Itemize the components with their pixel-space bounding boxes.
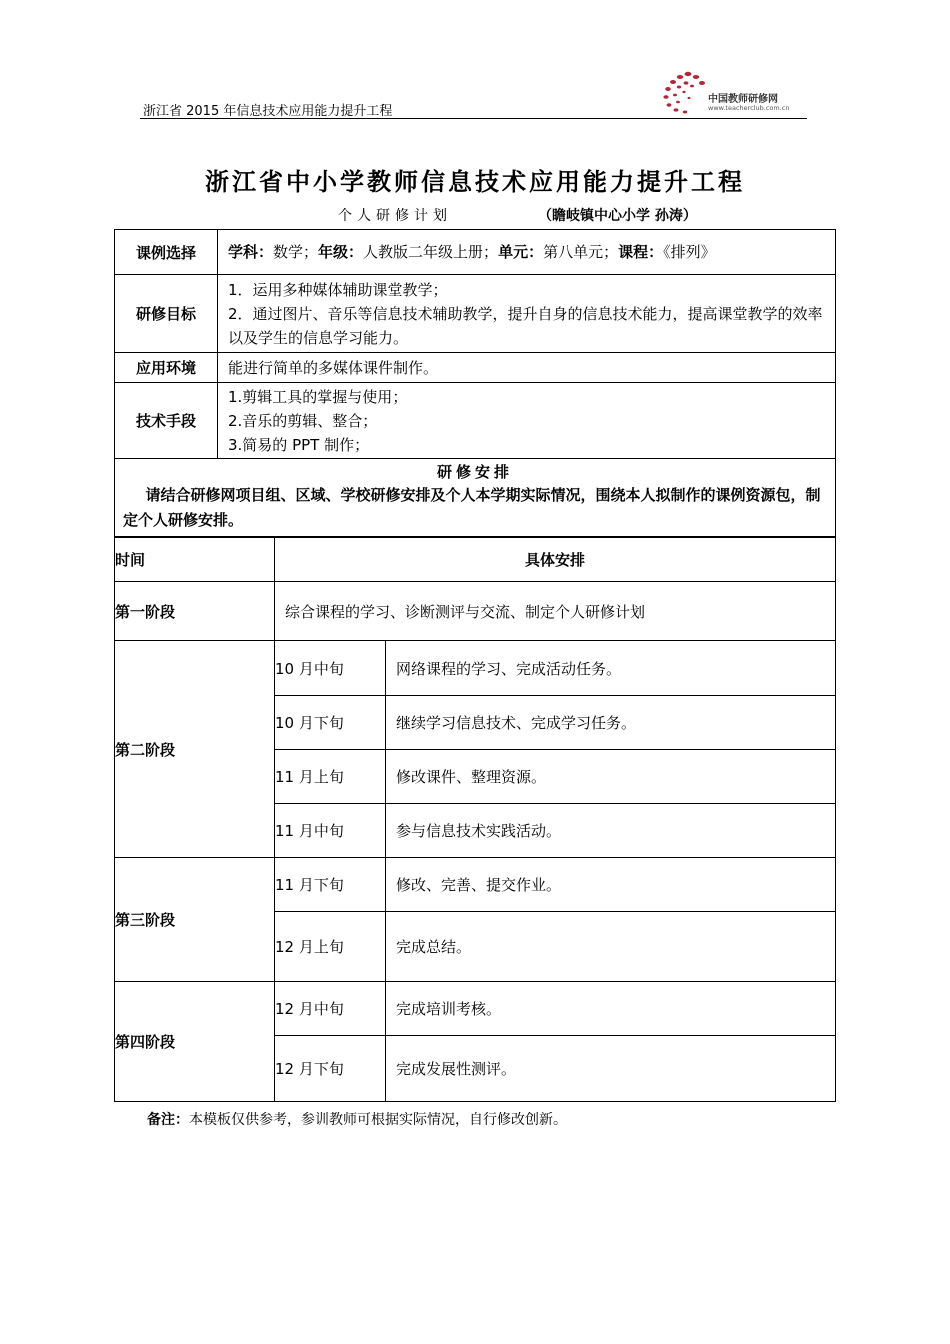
unit-value: 第八单元； xyxy=(543,243,619,261)
table-row xyxy=(115,858,836,912)
row-tech xyxy=(115,383,836,459)
schedule-header-row xyxy=(115,538,836,582)
task-cell: 修改课件、整理资源。 xyxy=(386,750,836,804)
footnote xyxy=(147,1109,567,1129)
row-case xyxy=(115,230,836,275)
label-tech: 技术手段 xyxy=(115,383,218,459)
header-project: 浙江省 2015 年信息技术应用能力提升工程 xyxy=(143,104,393,119)
logo-url: www.teacherclub.com.cn xyxy=(708,104,790,112)
task-cell: 网络课程的学习、完成活动任务。 xyxy=(386,641,836,696)
task-cell: 参与信息技术实践活动。 xyxy=(386,804,836,858)
schedule-table xyxy=(114,537,836,1102)
footnote-text: 本模板仅供参考，参训教师可根据实际情况，自行修改创新。 xyxy=(189,1112,567,1128)
tech-item-2: 2.音乐的剪辑、整合； xyxy=(228,411,378,430)
goal-item-2: 2．通过图片、音乐等信息技术辅助教学，提升自身的信息技术能力，提高课堂教学的效率以及学生的信息学习能力。 xyxy=(228,304,823,347)
footnote-label: 备注： xyxy=(147,1112,189,1128)
time-cell: 12 月下旬 xyxy=(275,1036,386,1102)
time-cell: 12 月上旬 xyxy=(275,912,386,982)
col-detail-header: 具体安排 xyxy=(275,538,836,582)
task-cell: 继续学习信息技术、完成学习任务。 xyxy=(386,696,836,750)
task-cell: 修改、完善、提交作业。 xyxy=(386,858,836,912)
page-title: 浙江省中小学教师信息技术应用能力提升工程 xyxy=(205,167,745,196)
table-row xyxy=(115,641,836,696)
row-env xyxy=(115,353,836,383)
course-key: 课程： xyxy=(618,243,664,261)
cell-tech xyxy=(218,383,836,459)
unit-key: 单元： xyxy=(498,243,544,261)
tech-item-1: 1.剪辑工具的掌握与使用； xyxy=(228,387,408,406)
stage-3: 第三阶段 xyxy=(115,858,275,982)
label-case: 课例选择 xyxy=(115,230,218,275)
info-table xyxy=(114,229,836,537)
plan-description: 请结合研修网项目组、区域、学校研修安排及个人本学期实际情况，围绕本人拟制作的课例资源包，制定个人研修安排。 xyxy=(123,486,821,529)
time-cell: 11 月中旬 xyxy=(275,804,386,858)
cell-case xyxy=(218,230,836,275)
time-cell: 12 月中旬 xyxy=(275,982,386,1036)
task-cell: 完成总结。 xyxy=(386,912,836,982)
stage-1: 第一阶段 xyxy=(115,582,275,641)
row-plan xyxy=(115,459,836,537)
task-cell: 完成发展性测评。 xyxy=(386,1036,836,1102)
plan-heading: 研修安排 xyxy=(436,463,513,481)
row-goal xyxy=(115,275,836,353)
page-subtitle: 个人研修计划 xyxy=(338,208,452,224)
grade-value: 人教版二年级上册； xyxy=(363,243,499,261)
stage-4: 第四阶段 xyxy=(115,982,275,1102)
logo xyxy=(658,68,808,118)
stage-2: 第二阶段 xyxy=(115,641,275,858)
cell-plan xyxy=(115,459,836,537)
logo-name: 中国教师研修网 xyxy=(708,94,778,105)
label-goal: 研修目标 xyxy=(115,275,218,353)
cell-env: 能进行简单的多媒体课件制作。 xyxy=(218,353,836,383)
header-rule xyxy=(140,118,807,119)
stage-1-row xyxy=(115,582,836,641)
col-time-header: 时间 xyxy=(115,538,275,582)
time-cell: 11 月下旬 xyxy=(275,858,386,912)
time-cell: 10 月中旬 xyxy=(275,641,386,696)
table-row xyxy=(115,982,836,1036)
subject-key: 学科： xyxy=(228,243,274,261)
goal-item-1: 1．运用多种媒体辅助课堂教学； xyxy=(228,280,448,299)
logo-flower-icon xyxy=(658,68,708,116)
time-cell: 10 月下旬 xyxy=(275,696,386,750)
school-name: （瞻岐镇中心小学 孙涛） xyxy=(538,208,697,224)
grade-key: 年级： xyxy=(318,243,364,261)
tech-item-3: 3.简易的 PPT 制作； xyxy=(228,435,370,454)
label-env: 应用环境 xyxy=(115,353,218,383)
cell-goal xyxy=(218,275,836,353)
course-value: 《排列》 xyxy=(663,243,716,261)
subject-value: 数学； xyxy=(273,243,319,261)
stage-1-task: 综合课程的学习、诊断测评与交流、制定个人研修计划 xyxy=(275,582,836,641)
task-cell: 完成培训考核。 xyxy=(386,982,836,1036)
time-cell: 11 月上旬 xyxy=(275,750,386,804)
